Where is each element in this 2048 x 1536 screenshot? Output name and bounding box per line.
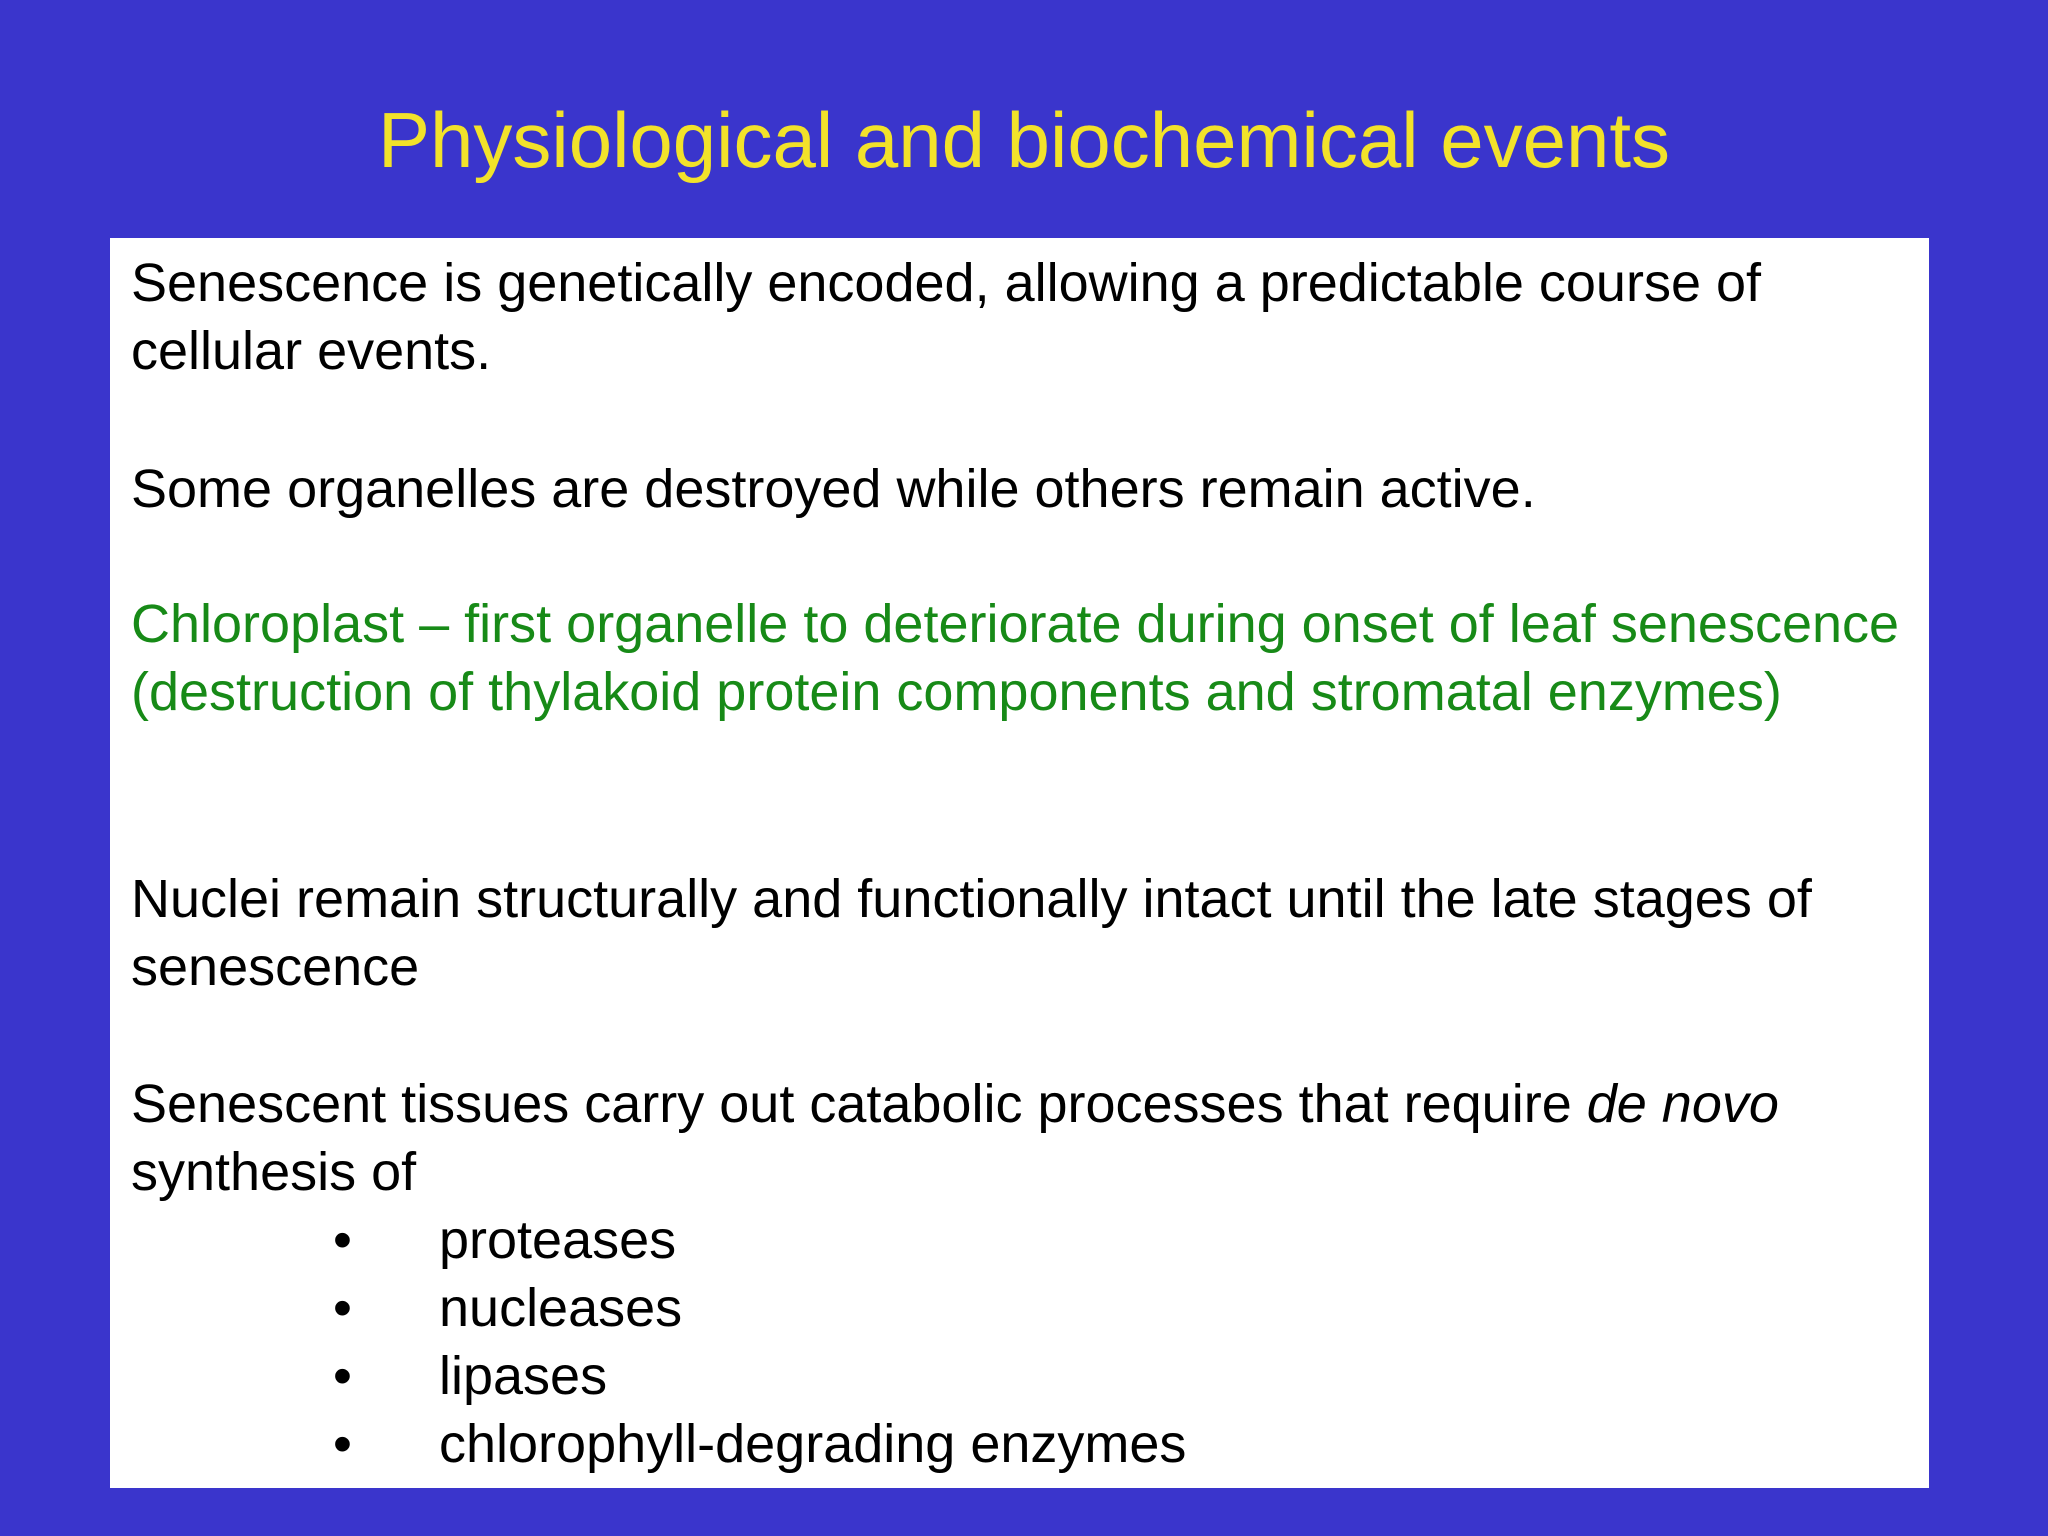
bullet-dot-icon: • [333,1210,352,1270]
bullet-item-nucleases [110,1274,1929,1342]
bullet-dot-icon: • [333,1346,352,1406]
bullet-item-lipases [110,1342,1929,1410]
paragraph-organelles: Some organelles are destroyed while others remain active. [131,459,1536,519]
slide-title: Physiological and biochemical events [377,96,1671,184]
bullet-label: proteases [439,1210,677,1270]
catabolic-text-start: Senescent tissues carry out catabolic processes that require [131,1074,1587,1134]
paragraph-senescence-encoded: Senescence is genetically encoded, allowing a predictable course of cellular events. [131,253,1762,381]
bullet-item-proteases [110,1206,1929,1274]
enzyme-bullet-list [110,1206,1929,1478]
bullet-dot-icon: • [333,1414,352,1474]
catabolic-text-end: synthesis of [131,1142,417,1202]
bullet-dot-icon: • [333,1278,352,1338]
bullet-label: chlorophyll-degrading enzymes [439,1414,1187,1474]
bullet-label: nucleases [439,1278,683,1338]
bullet-item-chlorophyll-degrading-enzymes [110,1410,1929,1478]
content-panel [110,238,1929,1488]
paragraph-chloroplast: Chloroplast – first organelle to deteriorate during onset of leaf senescence (destruction of thylakoid protein components and stromatal enzymes) [131,594,1900,722]
paragraph-nuclei: Nuclei remain structurally and functionally intact until the late stages of senescence [131,869,1812,997]
paragraph-catabolic-processes [131,1070,1921,1206]
bullet-label: lipases [439,1346,608,1406]
de-novo-italic: de novo [1586,1074,1779,1134]
